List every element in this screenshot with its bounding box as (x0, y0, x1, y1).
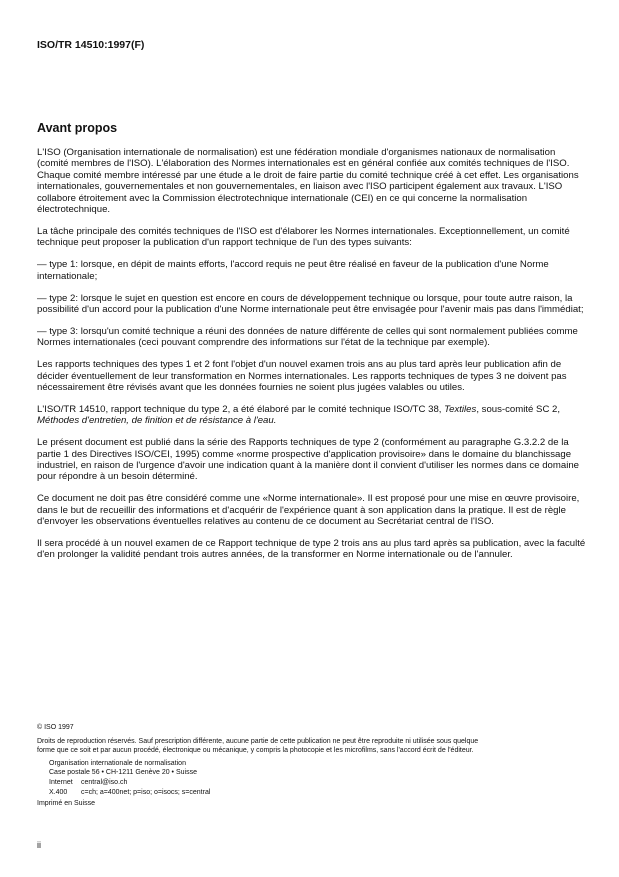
paragraph-review: Les rapports techniques des types 1 et 2 font l'objet d'un nouvel examen trois ans au plus tard après leur publication afin de décider éventuellement de leur transformation en Normes internationales. Les rapports techniques de types 3 ne doivent pas nécessairement être révisés avant que les données fournies ne soient plus jugées valables ou utiles. (37, 359, 567, 393)
section-title: Avant propos (37, 121, 118, 135)
paragraph-not-standard: Ce document ne doit pas être considéré comme une «Norme internationale». Il est proposé pour une mise en œuvre provisoire, dans le but de recueillir des informations et d'acquérir de l'expérience quant à son application dans la pratique. Il est de règle d'envoyer les observations éventuelles relatives au contenu de ce document au Secrétariat central de l'ISO. (37, 493, 580, 528)
organisation-name: Organisation internationale de normalisation (49, 759, 186, 767)
foreword-body (37, 147, 587, 571)
paragraph-technical-committees: La tâche principale des comités techniques de l'ISO est d'élaborer les Normes internationales. Exceptionnellement, un comité technique peut proposer la publication d'un rapport technique de l'un des types suivants: (37, 225, 570, 249)
subcommittee-title: Méthodes d'entretien, de finition et de résistance à l'eau. (37, 415, 277, 427)
x400-label: X.400 (49, 788, 68, 796)
rights-line-2: forme que ce soit et par aucun procédé, électronique ou mécanique, y compris la photocopie et les microfilms, sans l'accord écrit de l'éditeur. (37, 747, 474, 755)
postal-address: Case postale 56 • CH-1211 Genève 20 • Suisse (49, 769, 197, 777)
paragraph-re-examination: Il sera procédé à un nouvel examen de ce Rapport technique de type 2 trois ans au plus tard après sa publication, avec la faculté d'en prolonger la validité pendant trois autres années, de la transformer en Norme internationale ou de l'annuler. (37, 538, 586, 561)
copyright-footer (37, 723, 587, 809)
paragraph-committee (37, 404, 587, 427)
rights-line-1: Droits de reproduction réservés. Sauf prescription différente, aucune partie de cette publication ne peut être reproduite ni utilisée sous quelque (37, 737, 479, 745)
internet-contact (37, 778, 587, 788)
internet-email: central@iso.ch (81, 778, 128, 786)
paragraph-iso-intro: L'ISO (Organisation internationale de normalisation) est une fédération mondiale d'organismes nationaux de normalisation (comité membres de l'ISO). L'élaboration des Normes internationales est en général confiée aux comités techniques de l'ISO. Chaque comité membre intéressé par une étude a le droit de faire partie du comité technique créé à cet effet. Les organisations internationales, gouvernementales et non gouvernementales, en liaison avec l'ISO participent également aux travaux. L'ISO collabore étroitement avec la Commission électrotechnique internationale (CEI) en ce qui concerne la normalisation électrotechnique. (37, 147, 579, 216)
committee-text-start: L'ISO/TR 14510, rapport technique du type 2, a été élaboré par le comité technique ISO/TC 38, (37, 403, 445, 415)
list-item-type-1: — type 1: lorsque, en dépit de maints efforts, l'accord requis ne peut être réalisé en faveur de la publication d'une Norme internationale; (37, 259, 549, 282)
list-item-type-2: — type 2: lorsque le sujet en question est encore en cours de développement technique ou lorsque, pour toute autre raison, la possibilité d'un accord pour la publication d'une Norme internationale peut être envisagée pour l'avenir mais pas dans l'immédiat; (37, 292, 584, 315)
copyright-notice: © ISO 1997 (37, 724, 74, 731)
reproduction-rights (37, 737, 587, 756)
committee-text-middle: , sous-comité SC 2, (476, 403, 561, 415)
x400-contact (37, 788, 587, 798)
printed-in: Imprimé en Suisse (37, 800, 95, 808)
x400-address: c=ch; a=400net; p=iso; o=isocs; s=central (81, 788, 211, 796)
paragraph-publication-series: Le présent document est publié dans la série des Rapports techniques de type 2 (conformément au paragraphe G.3.2.2 de la partie 1 des Directives ISO/CEI, 1995) comme «norme prospective d'application provisoire» dans le domaine du blanchissage industriel, en raison de l'urgence d'avoir une indication quant à la manière dont il convient d'utiliser les normes dans ce domaine pour répondre à un besoin déterminé. (37, 437, 579, 483)
internet-label: Internet (49, 778, 73, 786)
committee-textiles: Textiles (444, 403, 477, 415)
page-number: ii (37, 840, 41, 850)
document-identifier: ISO/TR 14510:1997(F) (37, 39, 145, 51)
list-item-type-3: — type 3: lorsqu'un comité technique a réuni des données de nature différente de celles qui sont normalement publiées comme Normes internationales (ceci pouvant comprendre des informations sur l'état de la technique par exemple). (37, 325, 578, 349)
